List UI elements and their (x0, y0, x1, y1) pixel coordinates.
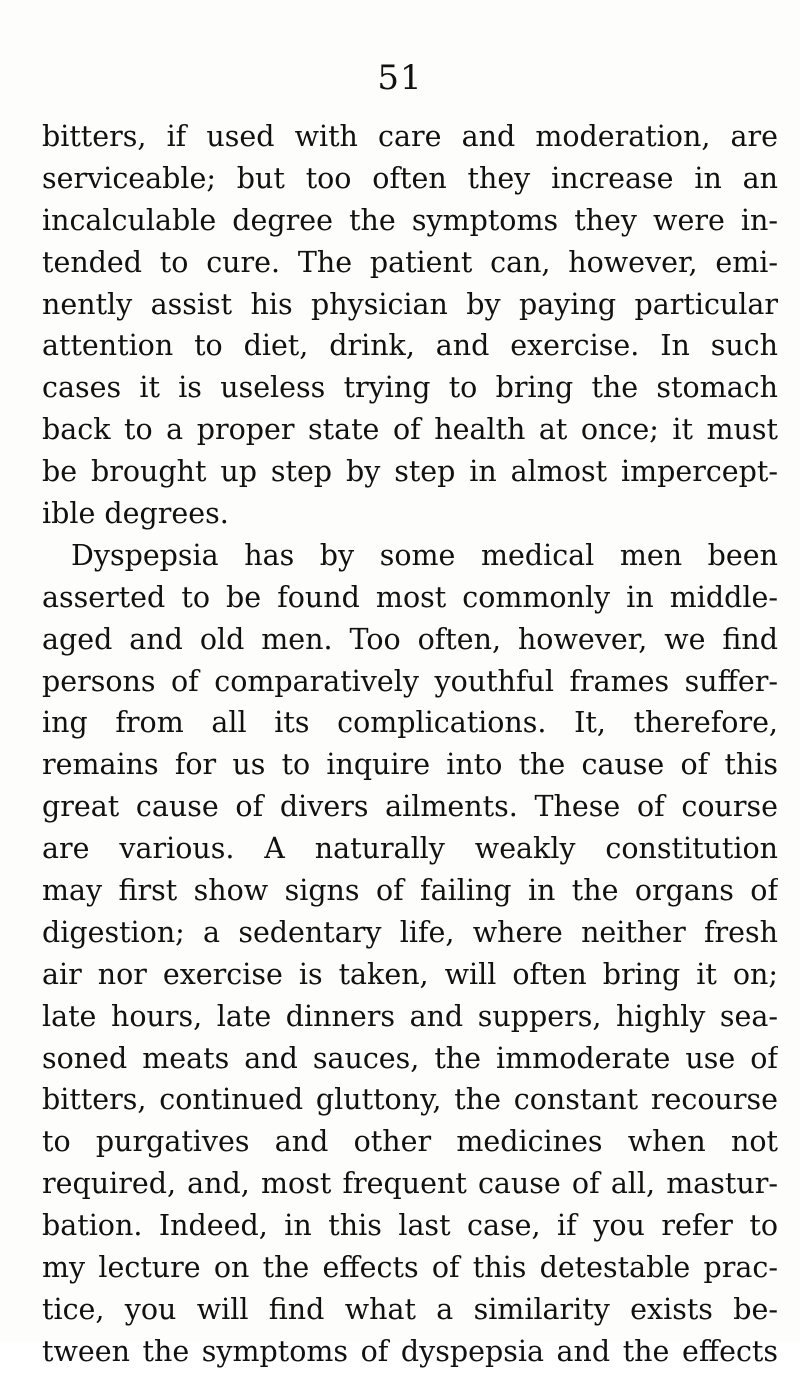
text-line: digestion; a sedentary life, where neither fresh (42, 915, 778, 949)
text-line: aged and old men. Too often, however, we find (42, 622, 778, 656)
text-line: required, and, most frequent cause of all, mastur- (42, 1167, 778, 1201)
text-line: bation. Indeed, in this last case, if you refer to (42, 1209, 778, 1243)
text-line: cases it is useless trying to bring the stomach (42, 371, 778, 405)
text-line: are various. A naturally weakly constitution (42, 832, 778, 866)
text-line: to purgatives and other medicines when not (42, 1125, 778, 1159)
body-text (42, 116, 778, 1373)
text-line: great cause of divers ailments. These of course (42, 790, 778, 824)
text-line: remains for us to inquire into the cause of this (42, 748, 778, 782)
text-line: ible degrees. (42, 497, 229, 531)
text-line: be brought up step by step in almost impercept- (42, 455, 778, 489)
text-line: incalculable degree the symptoms they were in- (42, 203, 778, 237)
page-number: 51 (377, 58, 423, 98)
text-line: serviceable; but too often they increase in an (42, 161, 778, 195)
text-line: bitters, continued gluttony, the constant recourse (42, 1083, 778, 1117)
text-line: my lecture on the effects of this detestable prac- (42, 1251, 778, 1285)
text-line: ing from all its complications. It, therefore, (42, 706, 778, 740)
text-line: soned meats and sauces, the immoderate use of (42, 1041, 778, 1075)
text-line: may first show signs of failing in the organs of (42, 874, 778, 908)
text-line: late hours, late dinners and suppers, highly sea- (42, 999, 778, 1033)
text-line: Dyspepsia has by some medical men been (71, 538, 778, 572)
text-line: air nor exercise is taken, will often bring it on; (42, 957, 778, 991)
text-line: asserted to be found most commonly in middle- (42, 580, 778, 614)
text-line: tice, you will find what a similarity exists be- (42, 1292, 778, 1326)
text-line: bitters, if used with care and moderation, are (42, 120, 778, 153)
text-line: tween the symptoms of dyspepsia and the effects (42, 1334, 778, 1368)
text-line: nently assist his physician by paying particular (42, 287, 778, 321)
text-line: back to a proper state of health at once; it must (42, 413, 778, 447)
text-line: attention to diet, drink, and exercise. In such (42, 329, 778, 363)
text-line: persons of comparatively youthful frames suffer- (42, 664, 778, 698)
text-line: tended to cure. The patient can, however, emi- (42, 245, 778, 279)
